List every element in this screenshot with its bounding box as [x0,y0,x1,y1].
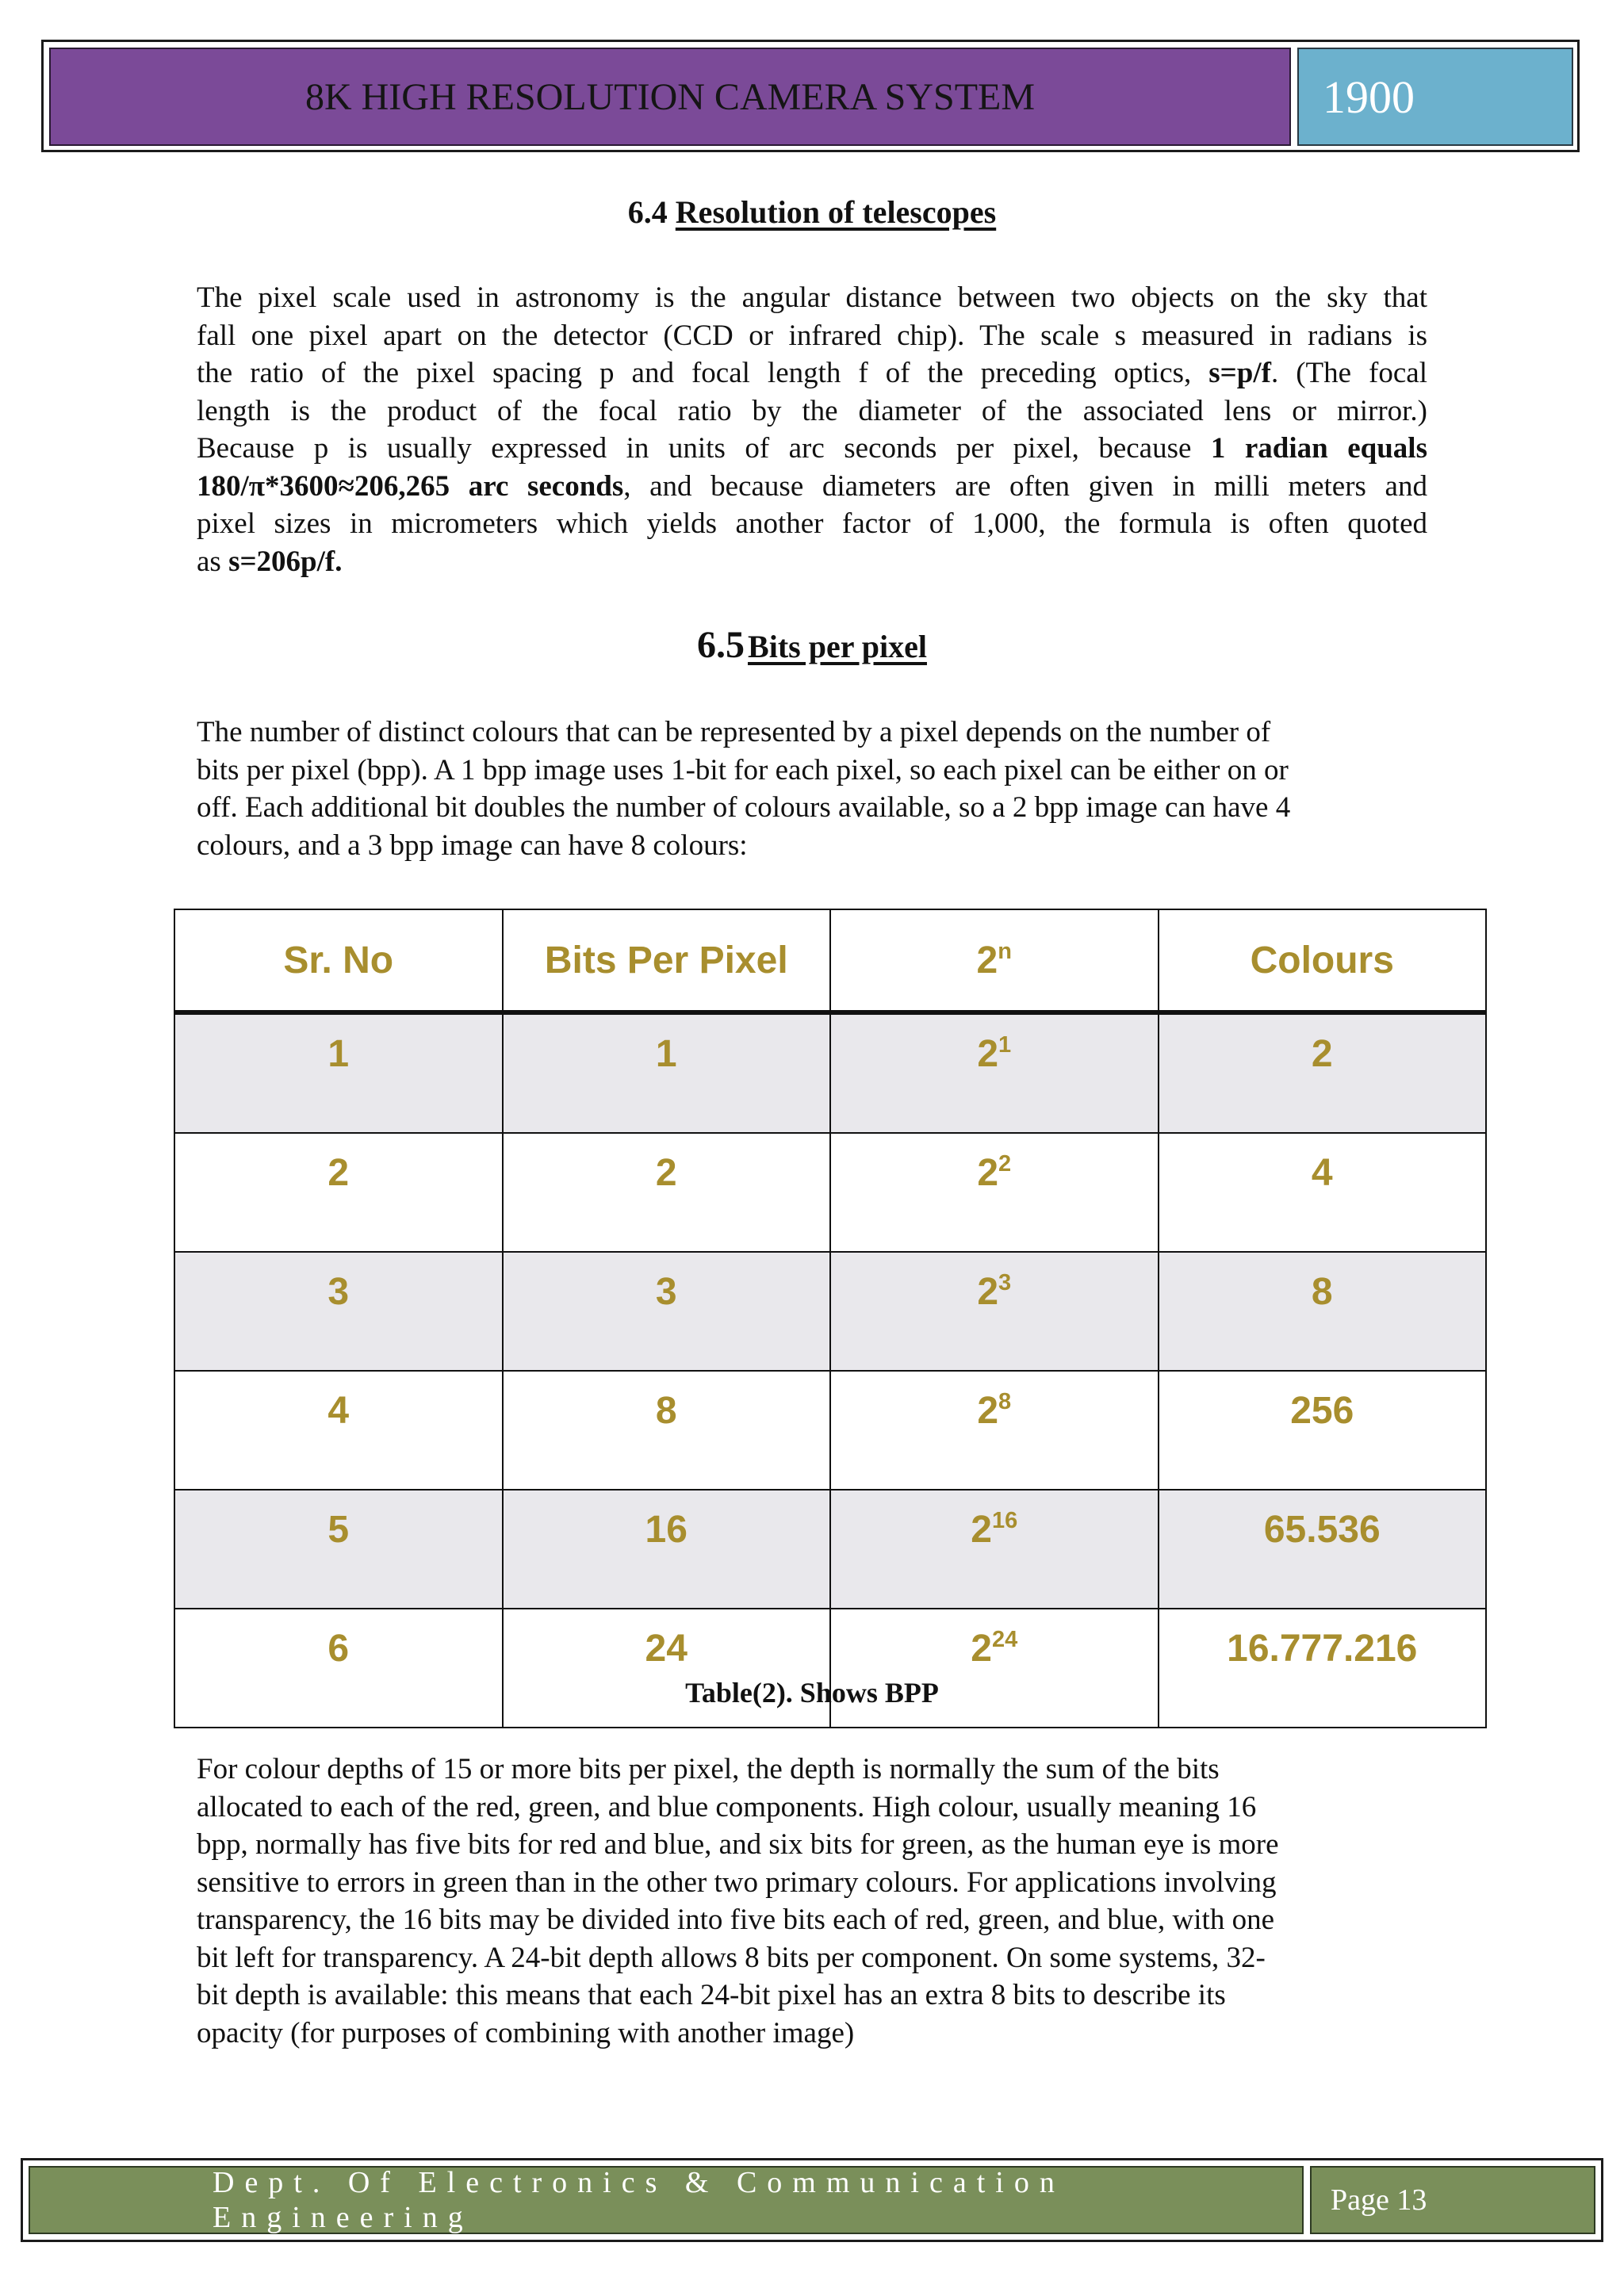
paragraph-pixel-scale [197,279,1427,580]
cell-sr-no: 2 [174,1133,503,1252]
column-header-sr-no: Sr. No [174,909,503,1012]
text-line: Because p is usually expressed in units of arc seconds per pixel, because 1 radian equals [197,432,1427,465]
text-line: the ratio of the pixel spacing p and focal length f of the preceding optics, s=p/f. (The focal [197,357,1427,389]
footer-department: Dept. Of Electronics & Communication Engineering [29,2166,1304,2234]
paragraph-colour-depth [197,1751,1402,2052]
table-row [174,1371,1486,1490]
cell-sr-no: 1 [174,1012,503,1133]
cell-colours: 4 [1159,1133,1487,1252]
cell-bpp: 2 [503,1133,831,1252]
text-line: bit depth is available: this means that each 24-bit pixel has an extra 8 bits to describe its [197,1979,1226,2011]
table-caption: Table(2). Shows BPP [685,1677,939,1709]
table-row [174,1012,1486,1133]
cell-sr-no: 4 [174,1371,503,1490]
cell-bpp: 3 [503,1252,831,1371]
cell-power: $2^1$ [830,1012,1159,1133]
text-line: 180/π*3600≈206,265 arc seconds, and because diameters are often given in milli meters and [197,469,1427,503]
text-line: opacity (for purposes of combining with another image) [197,2016,855,2049]
cell-power: $2^3$ [830,1252,1159,1371]
section-title: Resolution of telescopes [675,194,997,230]
cell-colours: 2 [1159,1012,1487,1133]
section-number: 6.5 [697,624,745,666]
text-line: as s=206p/f. [197,545,343,578]
text-line: fall one pixel apart on the detector (CCD or infrared chip). The scale s measured in radians is [197,319,1427,352]
cell-sr-no: 5 [174,1490,503,1609]
cell-sr-no: 6 [174,1609,503,1728]
table-row [174,1609,1486,1728]
bpp-table [174,909,1487,1728]
paragraph-bits-per-pixel [197,714,1402,864]
cell-power: $2^{16}$ [830,1490,1159,1609]
column-header-power: 2$^n$ [830,909,1159,1012]
cell-colours: 16.777.216 [1159,1609,1487,1728]
footer-page-number: Page 13 [1310,2166,1595,2234]
header-number: 1900 [1297,48,1573,146]
cell-colours: 256 [1159,1371,1487,1490]
text-line: allocated to each of the red, green, and blue components. High colour, usually meaning 16 [197,1790,1257,1823]
cell-power: $2^8$ [830,1371,1159,1490]
column-header-colours: Colours [1159,909,1487,1012]
text-line: off. Each additional bit doubles the number of colours available, so a 2 bpp image can have 4 [197,791,1291,824]
text-line: transparency, the 16 bits may be divided into five bits each of red, green, and blue, with one [197,1904,1274,1936]
text-line: sensitive to errors in green than in the other two primary colours. For applications involving [197,1866,1277,1899]
text-line: The pixel scale used in astronomy is the angular distance between two objects on the sky that [197,281,1427,314]
column-header-bits-per-pixel: Bits Per Pixel [503,909,831,1012]
cell-bpp: 24 [503,1609,831,1728]
cell-sr-no: 3 [174,1252,503,1371]
text-line: bits per pixel (bpp). A 1 bpp image uses 1-bit for each pixel, so each pixel can be either on or [197,753,1289,786]
text-line: colours, and a 3 bpp image can have 8 colours: [197,828,748,862]
header-title: 8K HIGH RESOLUTION CAMERA SYSTEM [49,48,1291,146]
section-heading-6-5 [0,623,1624,667]
table-header-row [174,909,1486,1012]
text-line: For colour depths of 15 or more bits per pixel, the depth is normally the sum of the bits [197,1753,1220,1785]
text-line: length is the product of the focal ratio by the diameter of the associated lens or mirror.) [197,394,1427,427]
text-line: bit left for transparency. A 24-bit depth allows 8 bits per component. On some systems, 32- [197,1941,1266,1974]
cell-bpp: 8 [503,1371,831,1490]
text-line: The number of distinct colours that can be represented by a pixel depends on the number of [197,716,1271,748]
table-row [174,1133,1486,1252]
cell-bpp: 1 [503,1012,831,1133]
text-line: pixel sizes in micrometers which yields another factor of 1,000, the formula is often quoted [197,507,1427,540]
text-line: bpp, normally has five bits for red and blue, and six bits for green, as the human eye is more [197,1828,1279,1861]
cell-colours: 65.536 [1159,1490,1487,1609]
section-number: 6.4 [627,194,668,230]
cell-bpp: 16 [503,1490,831,1609]
table-row [174,1252,1486,1371]
section-heading-6-4 [0,193,1624,231]
table-row [174,1490,1486,1609]
section-title: Bits per pixel [748,629,927,664]
cell-power: $2^{24}$ [830,1609,1159,1728]
cell-colours: 8 [1159,1252,1487,1371]
cell-power: $2^2$ [830,1133,1159,1252]
